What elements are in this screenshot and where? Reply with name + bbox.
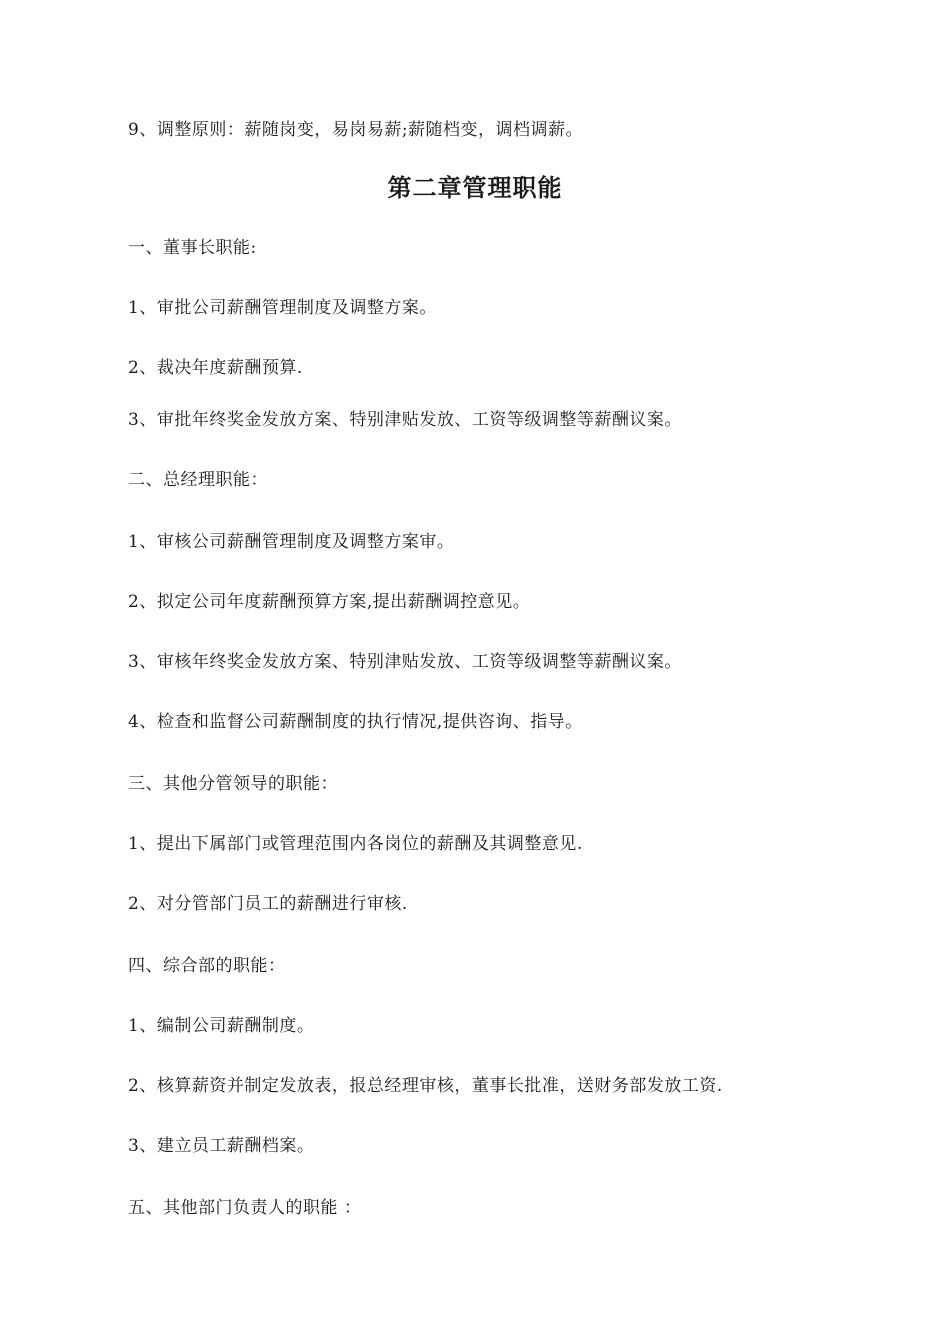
list-item: 3、审批年终奖金发放方案、特别津贴发放、工资等级调整等薪酬议案。 — [128, 410, 682, 430]
section-heading-dept-heads: 五、其他部门负责人的职能 ： — [128, 1198, 362, 1218]
chapter-title: 第二章管理职能 — [387, 174, 563, 202]
list-item: 3、建立员工薪酬档案。 — [128, 1136, 315, 1156]
list-item: 3、审核年终奖金发放方案、特别津贴发放、工资等级调整等薪酬议案。 — [128, 652, 682, 672]
list-item: 1、审核公司薪酬管理制度及调整方案审。 — [128, 532, 455, 552]
list-item: 2、裁决年度薪酬预算. — [128, 358, 303, 378]
section-heading-general-manager: 二、总经理职能： — [128, 470, 268, 490]
section-heading-general-dept: 四、综合部的职能： — [128, 956, 286, 976]
paragraph-adjustment-principle: 9、调整原则：薪随岗变，易岗易薪;薪随档变，调档调薪。 — [128, 120, 584, 140]
list-item: 1、编制公司薪酬制度。 — [128, 1016, 315, 1036]
list-item: 1、提出下属部门或管理范围内各岗位的薪酬及其调整意见. — [128, 834, 583, 854]
list-item: 1、审批公司薪酬管理制度及调整方案。 — [128, 298, 437, 318]
list-item: 2、拟定公司年度薪酬预算方案,提出薪酬调控意见。 — [128, 592, 531, 612]
list-item: 2、对分管部门员工的薪酬进行审核. — [128, 894, 408, 914]
list-item: 2、核算薪资并制定发放表，报总经理审核，董事长批准，送财务部发放工资. — [128, 1076, 723, 1096]
section-heading-other-leaders: 三、其他分管领导的职能： — [128, 774, 338, 794]
list-item: 4、检查和监督公司薪酬制度的执行情况,提供咨询、指导。 — [128, 712, 583, 732]
section-heading-chairman: 一、董事长职能: — [128, 238, 257, 258]
